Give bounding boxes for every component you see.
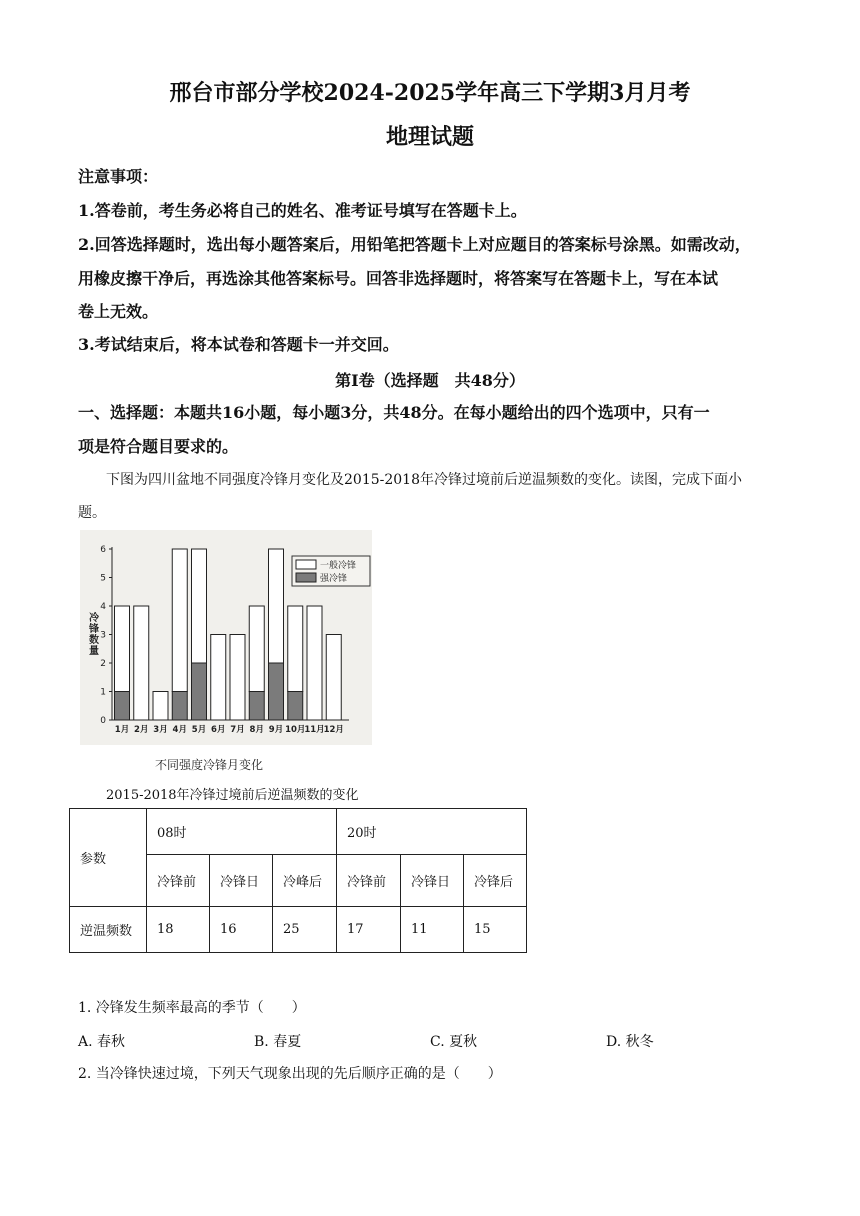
legend-swatch-normal xyxy=(296,560,316,569)
notice-item-3: 3.考试结束后，将本试卷和答题卡一并交回。 xyxy=(78,335,399,354)
x-tick-label: 10月 xyxy=(285,725,306,735)
y-axis-label: 冷锋数量 xyxy=(86,612,98,656)
bar-normal-12 xyxy=(326,635,341,721)
bar-normal-8 xyxy=(249,606,264,692)
bar-normal-10 xyxy=(288,606,303,692)
notice-item-2-line-2: 用橡皮擦干净后，再选涂其他答案标号。回答非选择题时，将答案写在答题卡上，写在本试 xyxy=(78,269,719,288)
question-2-stem: 2. 当冷锋快速过境，下列天气现象出现的先后顺序正确的是（ ） xyxy=(78,1066,502,1082)
x-tick-label: 9月 xyxy=(268,725,284,735)
question-1-stem: 1. 冷锋发生频率最高的季节（ ） xyxy=(78,1000,306,1016)
row-label: 逆温频数 xyxy=(70,907,147,953)
x-tick-label: 1月 xyxy=(114,725,130,735)
bar-normal-7 xyxy=(230,635,245,721)
x-tick-label: 8月 xyxy=(249,725,264,735)
group-header-20: 20时 xyxy=(337,809,527,855)
section-desc-line-2: 项是符合题目要求的。 xyxy=(78,437,239,456)
col-header: 冷锋前 xyxy=(147,855,210,907)
bar-normal-11 xyxy=(307,606,322,720)
notice-item-2-line-3: 卷上无效。 xyxy=(78,302,159,321)
col-header: 冷峰后 xyxy=(273,855,337,907)
x-tick-label: 4月 xyxy=(172,725,187,735)
page-subtitle: 地理试题 xyxy=(385,124,474,150)
bar-strong-5 xyxy=(192,663,207,720)
notice-item-1: 1.答卷前，考生务必将自己的姓名、准考证号填写在答题卡上。 xyxy=(78,201,527,220)
table-cell: 15 xyxy=(464,907,527,953)
bar-normal-4 xyxy=(172,549,187,692)
x-tick-label: 7月 xyxy=(230,725,245,735)
notice-heading: 注意事项： xyxy=(78,167,159,186)
intro-line-2: 题。 xyxy=(78,505,106,521)
bar-strong-4 xyxy=(172,692,187,721)
y-tick-label: 2 xyxy=(100,659,106,669)
col-header: 冷锋日 xyxy=(210,855,273,907)
y-tick-label: 0 xyxy=(100,716,106,726)
intro-line-1: 下图为四川盆地不同强度冷锋月变化及2015-2018年冷锋过境前后逆温频数的变化。读图，完成下面小 xyxy=(106,472,742,488)
bar-normal-9 xyxy=(269,549,284,663)
table-caption: 2015-2018年冷锋过境前后逆温频数的变化 xyxy=(106,788,359,803)
col-header: 冷锋前 xyxy=(337,855,401,907)
bar-strong-1 xyxy=(115,692,130,721)
question-1-option-d: D. 秋冬 xyxy=(606,1034,654,1050)
notice-item-2-line-1: 2.回答选择题时，选出每小题答案后，用铅笔把答题卡上对应题目的答案标号涂黑。如需改动， xyxy=(78,235,751,254)
col-header: 冷锋日 xyxy=(401,855,464,907)
x-tick-label: 3月 xyxy=(153,725,168,735)
bar-normal-1 xyxy=(115,606,130,692)
question-1-option-b: B. 春夏 xyxy=(254,1034,302,1050)
col-header: 冷锋后 xyxy=(464,855,527,907)
bar-normal-2 xyxy=(134,606,149,720)
chart-caption: 不同强度冷锋月变化 xyxy=(155,758,264,772)
bar-strong-8 xyxy=(249,692,264,721)
question-1-option-c: C. 夏秋 xyxy=(430,1034,478,1050)
y-tick-label: 3 xyxy=(100,630,106,641)
section-title: 第I卷（选择题 共48分） xyxy=(335,371,525,390)
bar-strong-10 xyxy=(288,692,303,721)
y-tick-label: 4 xyxy=(100,602,106,612)
x-tick-label: 11月 xyxy=(304,725,325,735)
question-1-option-a: A. 春秋 xyxy=(78,1034,126,1050)
table-cell: 18 xyxy=(147,907,210,953)
x-tick-label: 5月 xyxy=(191,725,207,735)
bar-strong-9 xyxy=(269,663,284,720)
param-header: 参数 xyxy=(70,809,147,907)
bar-normal-3 xyxy=(153,692,168,721)
cold-front-bar-chart xyxy=(80,530,372,745)
page-title: 邢台市部分学校2024-2025学年高三下学期3月月考 xyxy=(169,80,691,106)
bar-normal-5 xyxy=(192,549,207,663)
legend-label-normal: 一般冷锋 xyxy=(320,561,357,571)
chart-container xyxy=(80,530,372,745)
inversion-table xyxy=(69,808,527,953)
legend-label-strong: 强冷锋 xyxy=(320,574,348,584)
table-cell: 16 xyxy=(210,907,273,953)
bar-normal-6 xyxy=(211,635,226,721)
y-tick-label: 6 xyxy=(100,545,106,555)
y-tick-label: 5 xyxy=(100,573,106,584)
x-tick-label: 12月 xyxy=(323,725,344,735)
table-cell: 25 xyxy=(273,907,337,953)
group-header-08: 08时 xyxy=(147,809,337,855)
legend-swatch-strong xyxy=(296,573,316,582)
table-cell: 11 xyxy=(401,907,464,953)
section-desc-line-1: 一、选择题：本题共16小题，每小题3分，共48分。在每小题给出的四个选项中，只有一 xyxy=(78,403,710,422)
table-cell: 17 xyxy=(337,907,401,953)
x-tick-label: 2月 xyxy=(134,725,149,735)
x-tick-label: 6月 xyxy=(211,725,226,735)
y-tick-label: 1 xyxy=(100,687,106,698)
